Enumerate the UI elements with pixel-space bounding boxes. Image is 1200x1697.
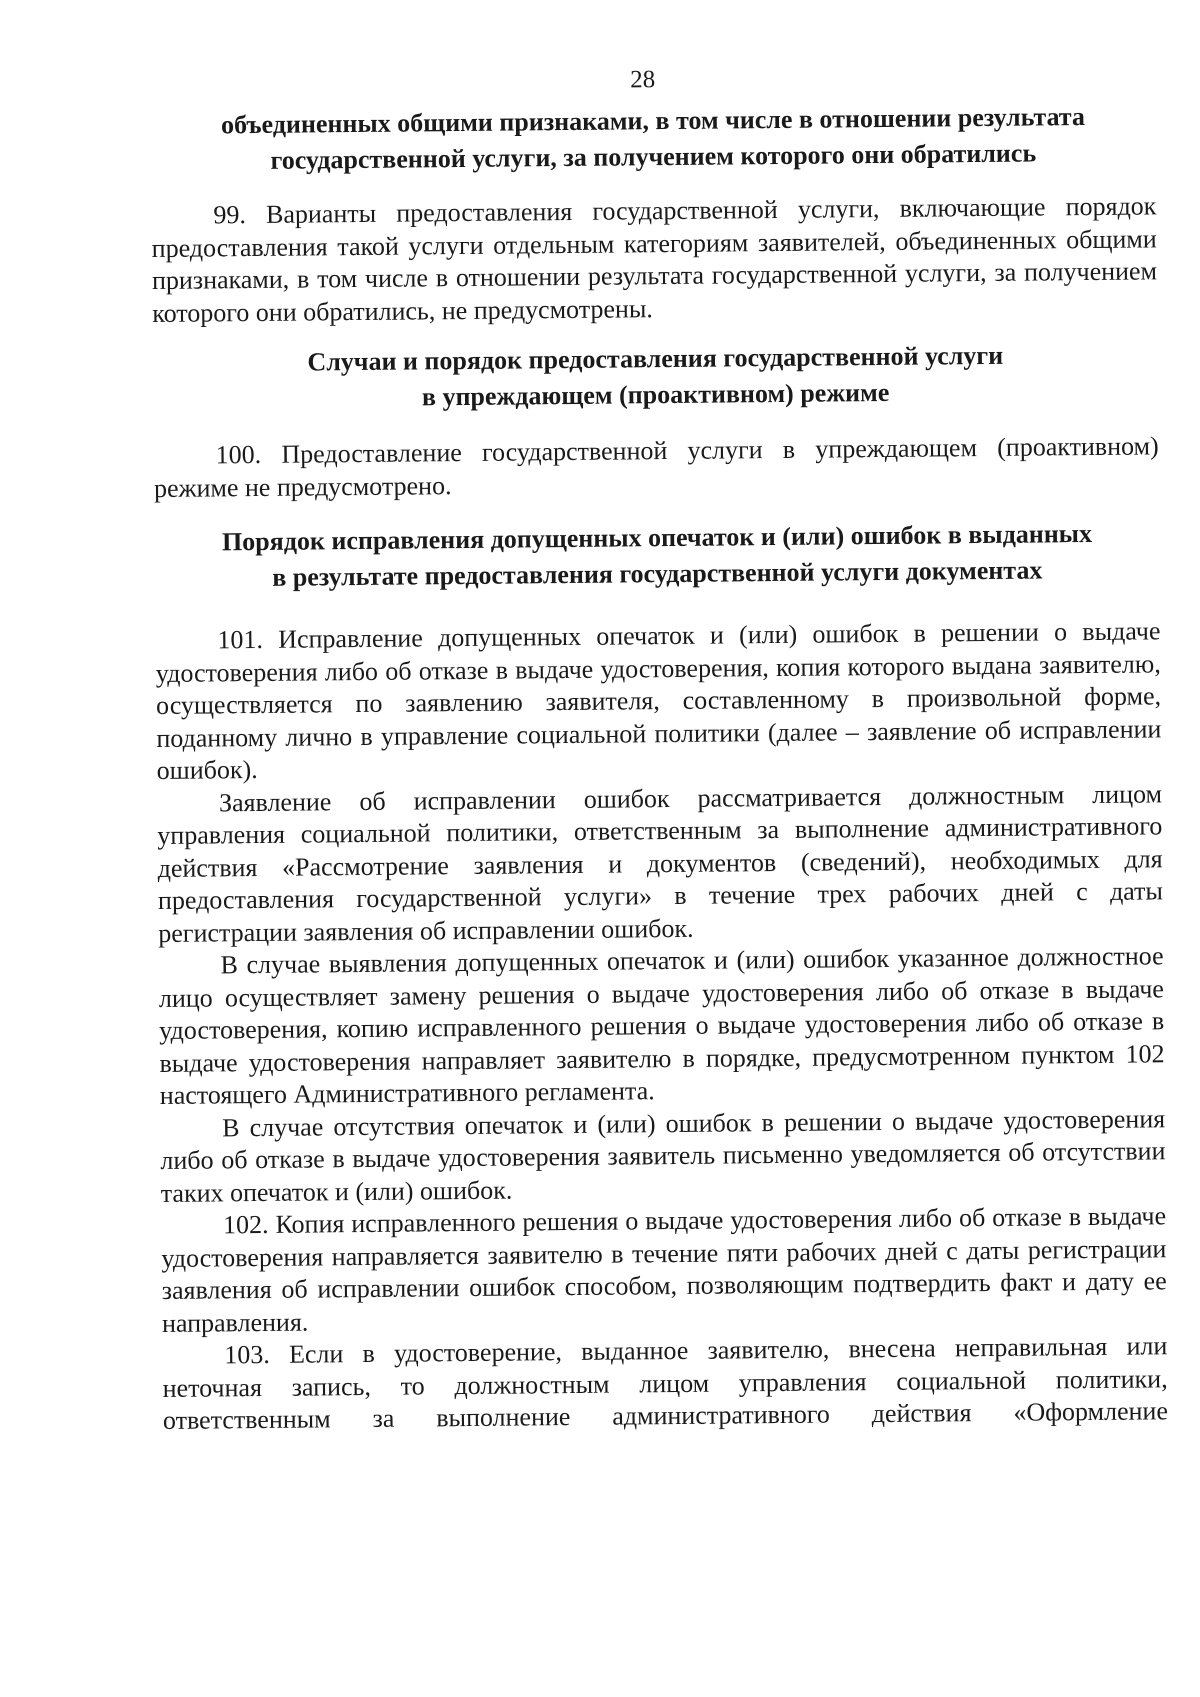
section-heading-proactive	[153, 336, 1159, 418]
paragraph-101: 101. Исправление допущенных опечаток и (или) ошибок в решении о выдаче удостоверения либо об отказе в выдаче удостоверения, копия которого выдана заявителю, осуществляется по заявлению заявителя, составленному в произвольной форме, поданному лично в управление социальной политики (далее – заявление об исправлении ошибок).	[155, 616, 1162, 785]
paragraph-102: 102. Копия исправленного решения о выдаче удостоверения либо об отказе в выдаче удостоверения направляется заявителю в течение пяти рабочих дней с даты регистрации заявления об исправлении ошибок способом, позволяющим подтвердить факт и дату ее направления.	[161, 1201, 1167, 1338]
paragraph-101-review: Заявление об исправлении ошибок рассматривается должностным лицом управления социальной политики, ответственным за выполнение административного действия «Рассмотрение заявления и документов (сведений), необходимых для предоставления государственной услуги» в течение трех рабочих дней с даты регистрации заявления об исправлении ошибок.	[157, 778, 1164, 948]
heading-line: Порядок исправления допущенных опечаток и (или) ошибок в выданных	[221, 518, 1093, 557]
heading-line: объединенных общими признаками, в том числе в отношении результата	[220, 102, 1086, 140]
paragraph-100: 100. Предоставление государственной услуги в упреждающем (проактивном) режиме не предусмотрено.	[153, 431, 1159, 503]
section-heading-continued	[150, 98, 1156, 180]
heading-line: Случаи и порядок предоставления государственной услуги	[307, 340, 1004, 377]
paragraph-99: 99. Варианты предоставления государственной услуги, включающие порядок предоставления такой услуги отдельным категориям заявителей, объединенных общими признаками, в том числе в отношении результата государственной услуги, за получением которого они обратились, не предусмотрены.	[151, 191, 1158, 328]
heading-line: в результате предоставления государственной услуги документах	[272, 555, 1043, 592]
heading-line: в упреждающем (проактивном) режиме	[421, 377, 890, 412]
paragraph-101-found: В случае выявления допущенных опечаток и (или) ошибок указанное должностное лицо осуществляет замену решения о выдаче удостоверения либо об отказе в выдаче удостоверения, копию исправленного решения о выдаче удостоверения либо об отказе в выдаче удостоверения направляет заявителю в порядке, предусмотренном пунктом 102 настоящего Административного регламента.	[158, 941, 1165, 1110]
page-number: 28	[629, 66, 656, 94]
paragraph-101-absent: В случае отсутствия опечаток и (или) ошибок в решении о выдаче удостоверения либо об отказе в выдаче удостоверения заявитель письменно уведомляется об отсутствии таких опечаток и (или) ошибок.	[160, 1103, 1166, 1208]
heading-line: государственной услуги, за получением которого они обратились	[270, 138, 1037, 175]
section-heading-corrections	[154, 515, 1160, 597]
document-page	[150, 60, 1168, 1437]
paragraph-103: 103. Если в удостоверение, выданное заявителю, внесена неправильная или неточная запись, то должностным лицом управления социальной политики, ответственным за выполнение административного действия «Оформление	[162, 1331, 1169, 1435]
